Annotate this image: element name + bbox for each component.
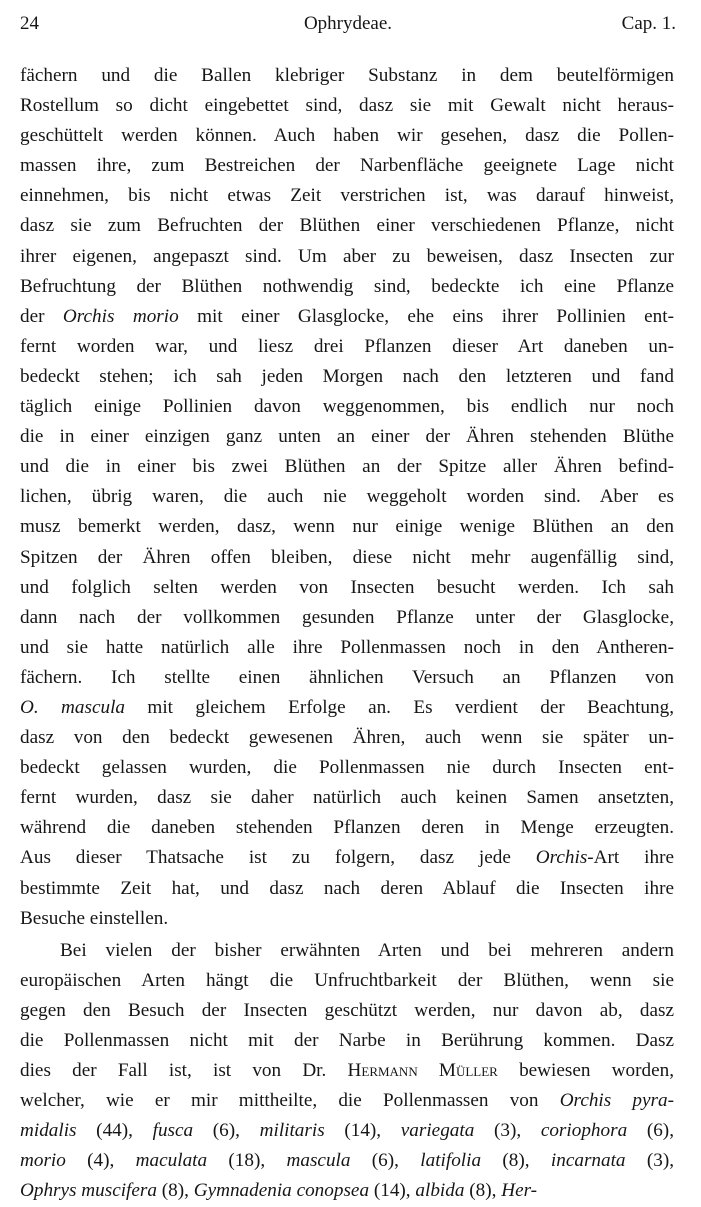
text-line [20,1026,674,1056]
page-number: 24 [20,13,39,34]
text-line [20,753,674,783]
text-line [20,1146,674,1176]
text-run: (14), [369,1180,416,1202]
italic-text: incarnata [550,1150,626,1172]
text-line [20,843,674,873]
text-run: (6), [627,1120,674,1142]
text-line [20,332,674,362]
text-run: Bei vielen der bisher erwähnten Arten und bei mehreren andern [60,939,674,961]
text-line [20,813,674,843]
text-run: Befruchtung der Blüthen nothwendig sind, bedeckte ich eine Pflanze [20,275,674,297]
text-run: dasz sie zum Befruchten der Blüthen einer verschiedenen Pflanze, nicht [20,215,674,237]
italic-text: mascula [286,1150,351,1172]
text-run: (4), [65,1150,136,1172]
italic-text: albida [415,1180,465,1202]
text-run: und sie hatte natürlich alle ihre Pollenmassen noch in den Antheren- [20,636,674,658]
text-run: fernt wurden, dasz sie daher natürlich auch keinen Samen ansetzten, [20,787,674,809]
text-line [20,874,674,904]
text-run: die Pollenmassen nicht mit der Narbe in Berührung kommen. Dasz [20,1030,674,1051]
italic-text: O. mascula [20,696,126,718]
text-run: dann nach der vollkommen gesunden Pflanze unter der Glasglocke, [20,606,674,628]
text-run: mit einer Glasglocke, ehe eins ihrer Pollinien ent- [178,305,674,327]
text-run: einnehmen, bis nicht etwas Zeit verstrichen ist, was darauf hinweist, [20,185,674,207]
text-run: gegen den Besuch der Insecten geschützt werden, nur davon ab, dasz [20,999,674,1021]
text-line [20,1086,674,1116]
text-run: Aus dieser Thatsache ist zu folgern, dasz jede [20,847,536,869]
text-run: Besuche einstellen. [20,907,169,929]
text-run: fächern. Ich stellte einen ähnlichen Versuch an Pflanzen von [20,666,674,688]
text-run: während die daneben stehenden Pflanzen deren in Menge erzeugten. [20,817,674,839]
text-line [20,966,674,996]
text-run: mit gleichem Erfolge an. Es verdient der Beachtung, [125,696,674,718]
author-name: Hermann Müller [347,1060,498,1082]
running-title: Ophrydeae. [303,13,393,34]
italic-text: Orchis [535,847,588,869]
text-line [20,1176,674,1206]
text-run: dasz von den bedeckt gewesenen Ähren, auch wenn sie später un- [20,727,674,749]
text-line [20,512,674,542]
text-line [20,573,674,603]
text-line [20,543,674,573]
text-line [20,272,674,302]
italic-text: coriophora [540,1120,628,1142]
text-run: europäischen Arten hängt die Unfruchtbarkeit der Blüthen, wenn sie [20,969,674,991]
text-line [20,121,674,151]
text-run: (44), [76,1120,153,1142]
text-line [20,904,674,934]
text-run: dies der Fall ist, ist von Dr. [20,1060,348,1082]
text-line [20,633,674,663]
running-head [20,13,676,37]
text-run: (3), [474,1120,541,1142]
text-run: die in einer einzigen ganz unten an einer der Ähren stehenden Blüthe [20,426,674,448]
text-run: (8), [156,1180,194,1202]
text-run: (6), [193,1120,260,1142]
text-run: -Art ihre [587,847,674,869]
italic-text: Ophrys muscifera [20,1180,157,1202]
italic-text: militaris [259,1120,325,1142]
italic-text: morio [20,1150,66,1172]
text-line [20,936,674,966]
body-text [20,61,674,1207]
italic-text: maculata [135,1150,208,1172]
italic-text: midalis [20,1120,77,1142]
text-run: bedeckt gelassen wurden, die Pollenmassen nie durch Insecten ent- [20,757,674,779]
text-line [20,151,674,181]
text-line [20,242,674,272]
text-run: und folglich selten werden von Insecten besucht werden. Ich sah [20,576,674,598]
text-line [20,61,674,91]
text-line [20,211,674,241]
text-run: bestimmte Zeit hat, und dasz nach deren Ablauf die Insecten ihre [20,877,674,899]
text-run: welcher, wie er mir mittheilte, die Pollenmassen von [20,1090,560,1112]
text-line [20,723,674,753]
text-run: (8), [481,1150,551,1172]
text-run: (8), [464,1180,502,1202]
text-run: ihrer eigenen, angepaszt sind. Um aber zu beweisen, dasz Insecten zur [20,245,674,267]
text-run: (6), [350,1150,421,1172]
text-line [20,302,674,332]
text-line [20,422,674,452]
text-run: täglich einige Pollinien davon weggenommen, bis endlich nur noch [20,396,674,418]
text-run: lichen, übrig waren, die auch nie weggeholt worden sind. Aber es [20,486,674,508]
text-run: geschüttelt werden können. Auch haben wir gesehen, dasz die Pollen- [20,125,674,147]
text-run: Spitzen der Ähren offen bleiben, diese nicht mehr augenfällig sind, [20,546,674,568]
italic-text: latifolia [420,1150,482,1172]
italic-text: Gymnadenia conopsea [193,1180,370,1202]
text-line [20,1056,674,1086]
chapter-label: Cap. 1. [621,13,676,34]
text-run: der [20,305,63,327]
text-run: (14), [324,1120,401,1142]
text-run: fächern und die Ballen klebriger Substanz in dem beutelförmigen [20,65,674,86]
text-run: fernt worden war, und liesz drei Pflanzen dieser Art daneben un- [20,335,674,357]
text-run: (18), [207,1150,287,1172]
text-run: massen ihre, zum Bestreichen der Narbenfläche geeignete Lage nicht [20,155,674,177]
text-run: musz bemerkt werden, dasz, wenn nur einige wenige Blüthen an den [20,516,674,538]
italic-text: variegata [400,1120,475,1142]
text-line [20,452,674,482]
text-run: bedeckt stehen; ich sah jeden Morgen nach den letzteren und fand [20,365,674,387]
text-line [20,91,674,121]
italic-text: Orchis morio [62,305,179,327]
text-line [20,482,674,512]
italic-text: Orchis pyra- [559,1090,674,1112]
text-line [20,362,674,392]
text-line [20,693,674,723]
text-line [20,663,674,693]
text-line [20,392,674,422]
text-run: (3), [625,1150,675,1172]
text-run: bewiesen worden, [497,1060,675,1082]
text-run: Rostellum so dicht eingebettet sind, dasz sie mit Gewalt nicht heraus- [20,95,674,117]
italic-text: fusca [152,1120,194,1142]
text-line [20,996,674,1026]
text-line [20,181,674,211]
text-line [20,603,674,633]
text-line [20,1116,674,1146]
text-run: und die in einer bis zwei Blüthen an der Spitze aller Ähren befind- [20,456,674,478]
italic-text: Her- [501,1180,538,1202]
text-line [20,783,674,813]
